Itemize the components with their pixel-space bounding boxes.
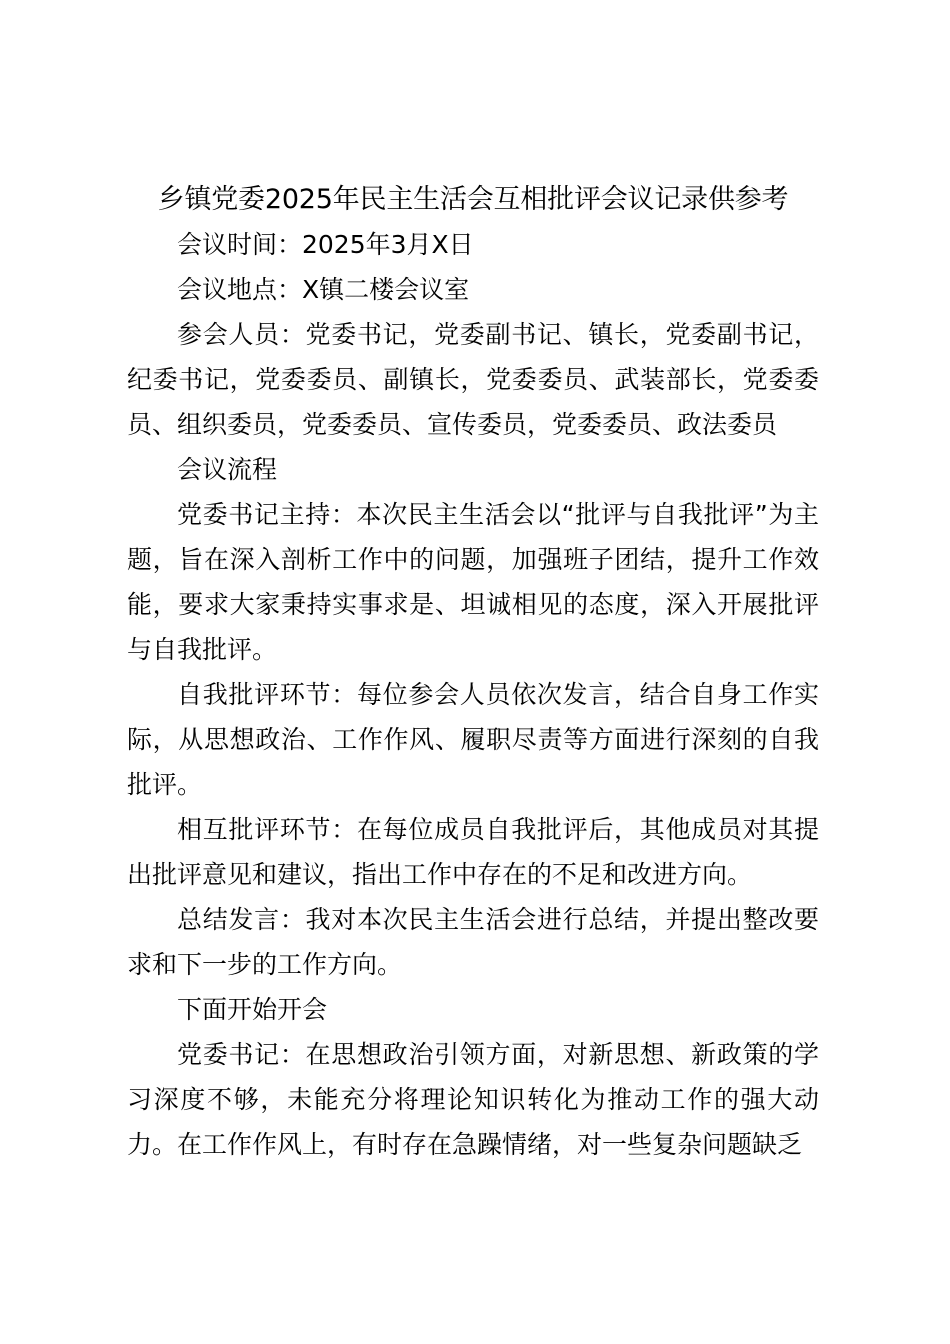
summary-paragraph: 总结发言：我对本次民主生活会进行总结，并提出整改要求和下一步的工作方向。 — [127, 905, 819, 979]
secretary-statement-paragraph: 党委书记：在思想政治引领方面，对新思想、新政策的学习深度不够，未能充分将理论知识转化为推动工作的强大动力。在工作作风上，有时存在急躁情绪，对一些复杂问题缺乏 — [127, 1040, 819, 1159]
meeting-start-paragraph: 下面开始开会 — [177, 995, 328, 1024]
meeting-location-paragraph: 会议地点：X镇二楼会议室 — [177, 275, 470, 304]
attendees-paragraph: 参会人员：党委书记，党委副书记、镇长，党委副书记，纪委书记，党委委员、副镇长，党委委员、武装部长，党委委员、组织委员，党委委员、宣传委员，党委委员、政法委员 — [127, 320, 819, 439]
mutual-criticism-paragraph: 相互批评环节：在每位成员自我批评后，其他成员对其提出批评意见和建议，指出工作中存在的不足和改进方向。 — [127, 815, 819, 889]
document-body — [127, 178, 819, 1167]
self-criticism-paragraph: 自我批评环节：每位参会人员依次发言，结合自身工作实际，从思想政治、工作作风、履职尽责等方面进行深刻的自我批评。 — [127, 680, 819, 799]
meeting-process-heading: 会议流程 — [177, 455, 278, 484]
meeting-time-paragraph: 会议时间：2025年3月X日 — [177, 230, 474, 259]
host-opening-paragraph: 党委书记主持：本次民主生活会以“批评与自我批评”为主题，旨在深入剖析工作中的问题，加强班子团结，提升工作效能，要求大家秉持实事求是、坦诚相见的态度，深入开展批评与自我批评。 — [127, 500, 819, 664]
document-title: 乡镇党委2025年民主生活会互相批评会议记录供参考 — [157, 184, 789, 215]
